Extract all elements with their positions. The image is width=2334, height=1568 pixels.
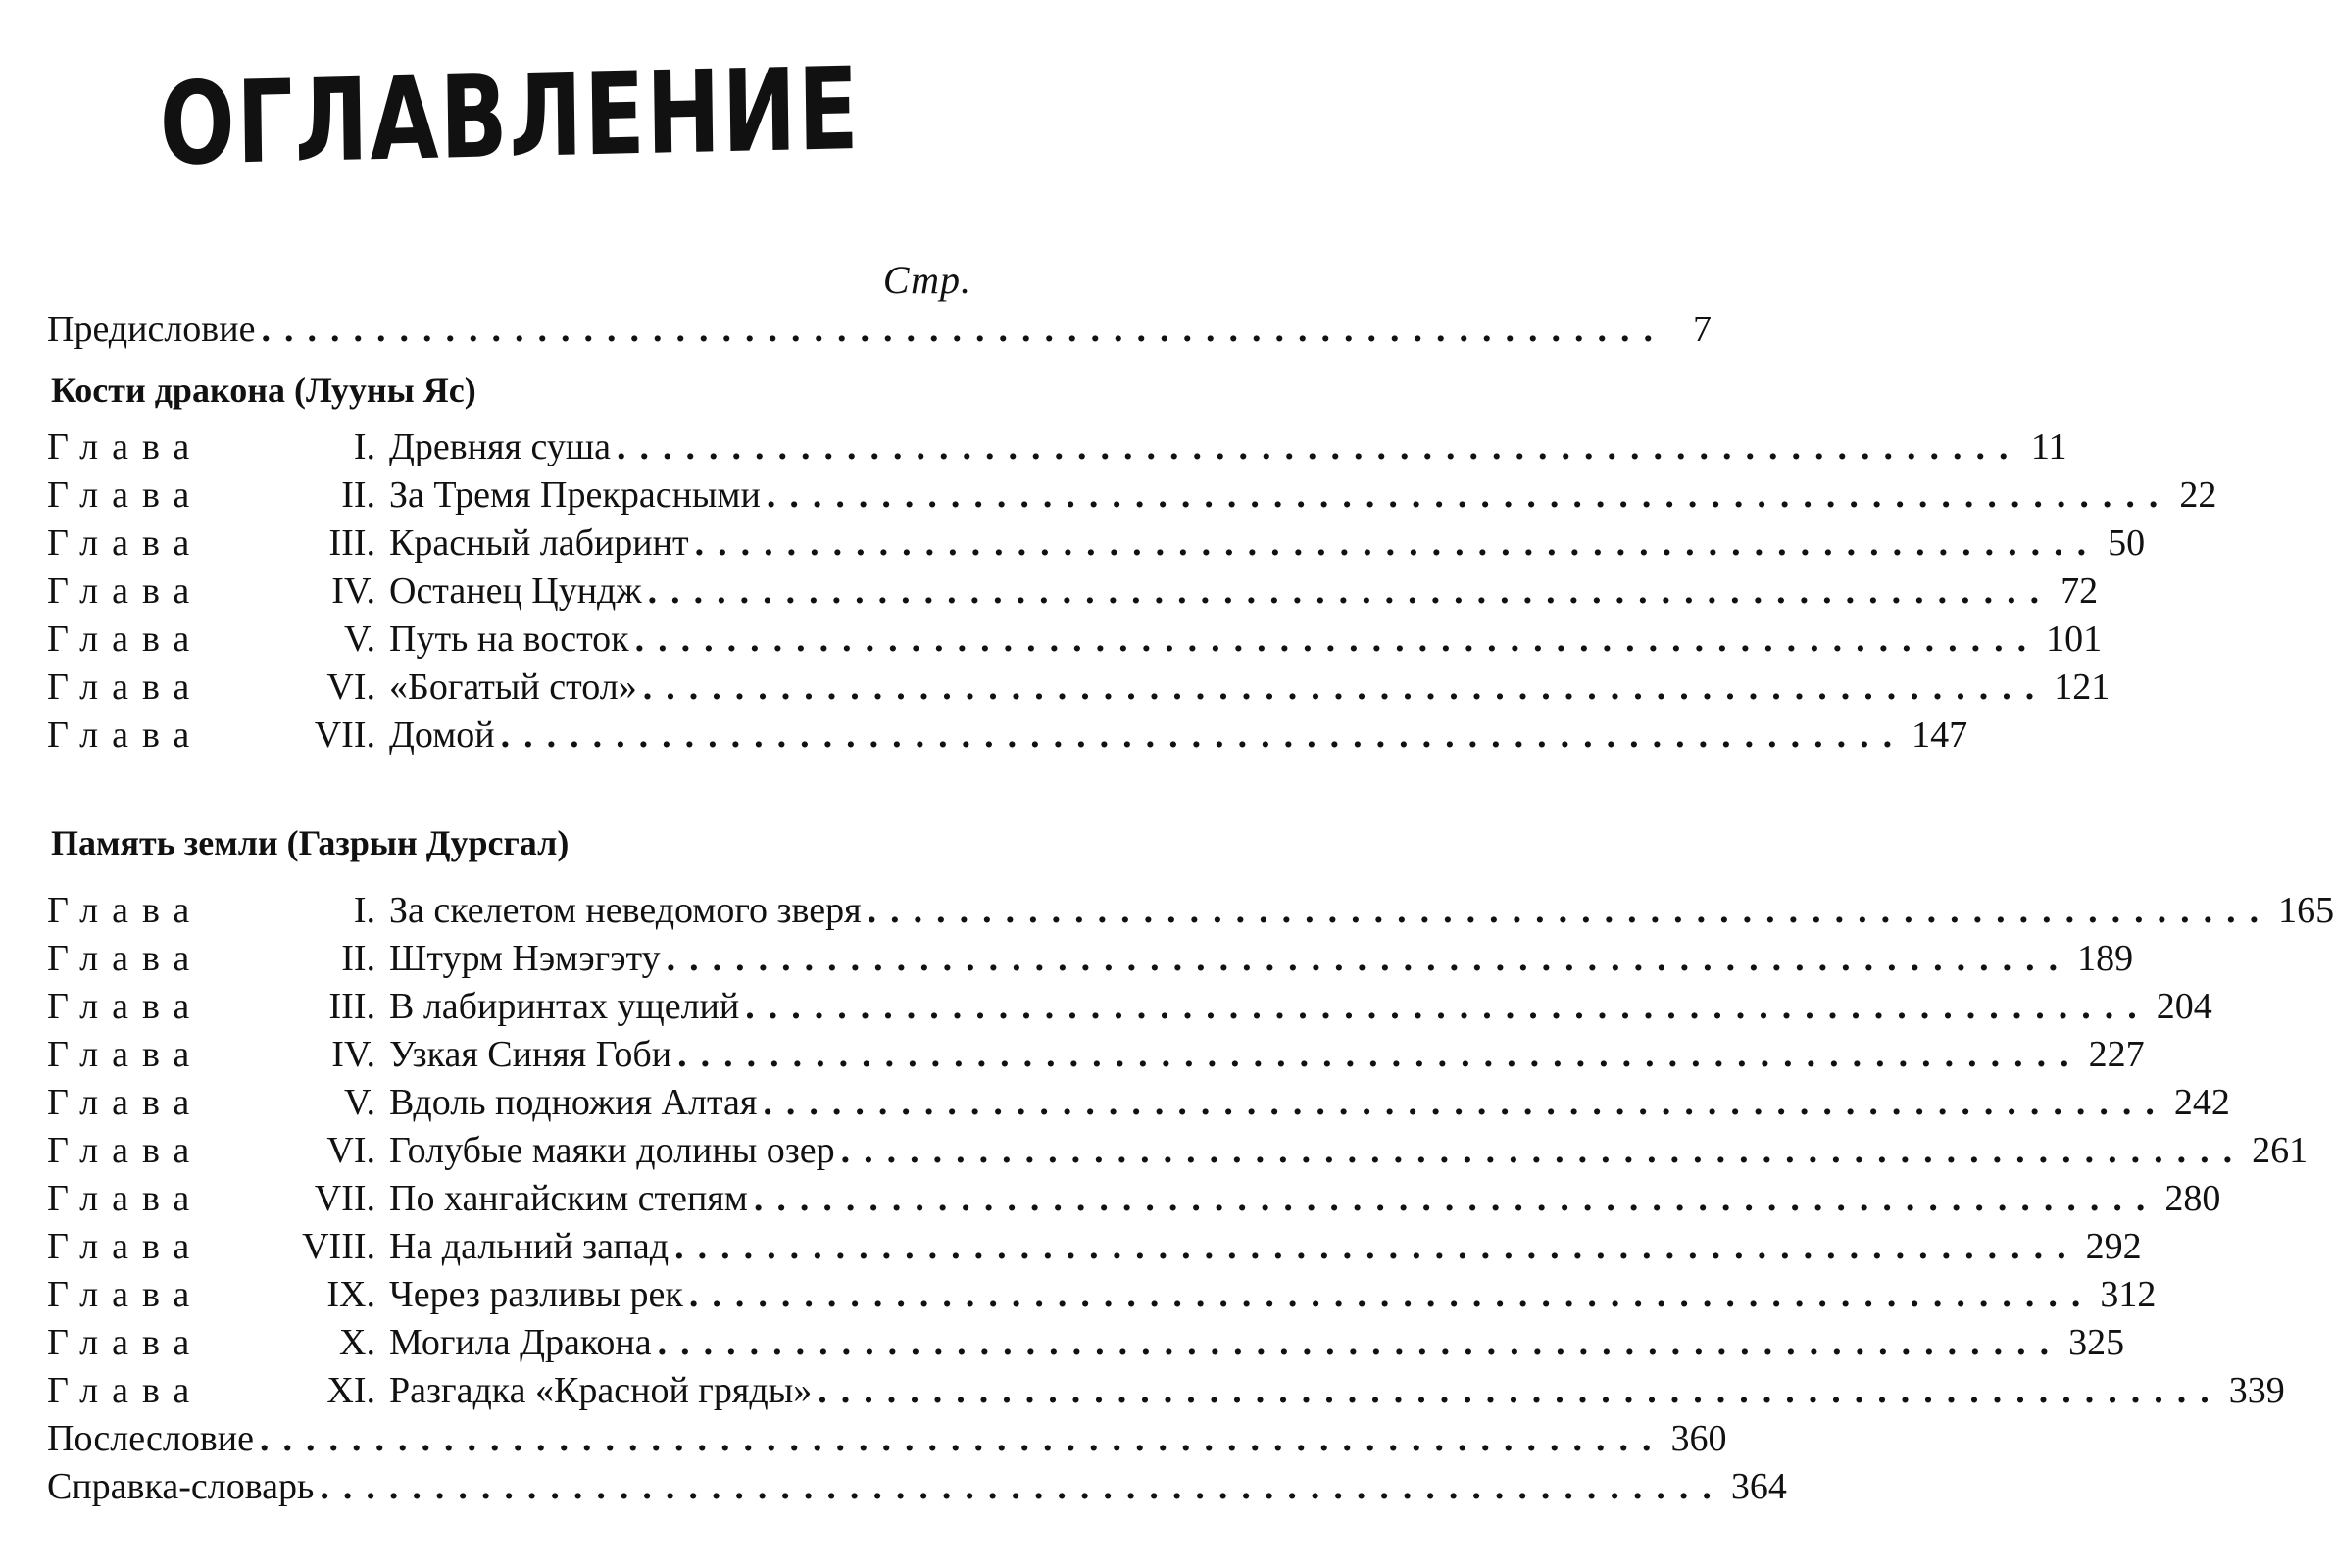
page-column-label: Стр. <box>882 258 971 302</box>
toc-entry-glossary <box>47 1463 1787 1510</box>
chapter-page-number: 22 <box>2179 474 2217 515</box>
chapter-word: Глава <box>47 474 204 515</box>
chapter-title: Путь на восток <box>389 618 629 660</box>
dot-leader: ............................................................. <box>647 570 2054 612</box>
chapter-number: V. <box>343 1082 375 1123</box>
toc-chapter-row <box>47 1271 2157 1318</box>
dot-leader: ............................................................. <box>677 1034 2083 1075</box>
chapter-word: Глава <box>47 1226 204 1267</box>
chapter-title: Голубые маяки долины озер <box>389 1130 835 1171</box>
chapter-title: Могила Дракона <box>389 1322 652 1363</box>
entry-page-number: 360 <box>1670 1418 1727 1459</box>
chapter-title: Разгадка «Красной гряды» <box>389 1370 813 1411</box>
chapter-word: Глава <box>47 1178 204 1219</box>
chapter-word: Глава <box>47 570 204 612</box>
chapter-page-number: 11 <box>2030 426 2067 467</box>
title-block <box>0 43 1020 191</box>
dot-leader: ............................................................. <box>840 1130 2247 1171</box>
chapter-title: Вдоль подножия Алтая <box>389 1082 758 1123</box>
chapter-number: IV. <box>331 570 375 612</box>
dot-leader: ............................................................. <box>745 986 2151 1027</box>
chapter-number: V. <box>343 618 375 660</box>
chapter-title: Домой <box>389 714 495 756</box>
chapter-title: По хангайским степям <box>389 1178 748 1219</box>
toc-chapter-row <box>47 1367 2285 1414</box>
chapter-word: Глава <box>47 714 204 756</box>
chapter-page-number: 242 <box>2173 1082 2230 1123</box>
chapter-page-number: 72 <box>2061 570 2099 612</box>
toc-chapter-row <box>47 1127 2309 1174</box>
dot-leader: ............................................................. <box>867 890 2273 931</box>
chapter-title: Узкая Синяя Гоби <box>389 1034 672 1075</box>
entry-label: Предисловие <box>47 309 256 350</box>
toc-chapter-row <box>47 519 2146 566</box>
chapter-page-number: 147 <box>1912 714 1968 756</box>
chapter-title: На дальний запад <box>389 1226 670 1267</box>
toc-chapter-row <box>47 1031 2145 1078</box>
chapter-number: VIII. <box>302 1226 375 1267</box>
toc-chapter-row <box>47 567 2099 614</box>
toc-chapter-row <box>47 887 2334 934</box>
chapter-title: Красный лабиринт <box>389 522 689 564</box>
chapter-number: IV. <box>331 1034 375 1075</box>
chapter-number: VII. <box>314 714 375 756</box>
dot-leader: ............................................................. <box>617 426 2022 467</box>
entry-page-number: 364 <box>1730 1466 1787 1507</box>
toc-chapter-row <box>47 983 2212 1030</box>
chapter-page-number: 204 <box>2156 986 2212 1027</box>
toc-chapter-row <box>47 1319 2125 1366</box>
chapter-page-number: 165 <box>2278 890 2334 931</box>
toc-chapter-row <box>47 935 2134 982</box>
chapter-number: I. <box>353 890 375 931</box>
dot-leader: ............................................................. <box>694 522 2101 564</box>
chapter-number: X. <box>339 1322 375 1363</box>
dot-leader: ............................................................. <box>674 1226 2080 1267</box>
chapter-title: Останец Цундж <box>389 570 642 612</box>
chapter-page-number: 189 <box>2077 938 2134 979</box>
chapter-number: VI. <box>326 666 375 708</box>
dot-leader: ............................................................. <box>320 1466 1725 1507</box>
chapter-word: Глава <box>47 666 204 708</box>
toc-chapter-row <box>47 663 2111 710</box>
chapter-title: «Богатый стол» <box>389 666 637 708</box>
toc-chapter-row <box>47 1079 2230 1126</box>
dot-leader: ............................................................. <box>763 1082 2168 1123</box>
toc-chapter-row <box>47 711 1968 759</box>
chapter-number: XI. <box>326 1370 375 1411</box>
dot-leader: ............................................................. <box>657 1322 2063 1363</box>
chapter-page-number: 227 <box>2088 1034 2145 1075</box>
chapter-page-number: 280 <box>2164 1178 2221 1219</box>
chapter-word: Глава <box>47 1370 204 1411</box>
dot-leader: ............................................................. <box>260 1418 1665 1459</box>
chapter-word: Глава <box>47 986 204 1027</box>
chapter-page-number: 292 <box>2085 1226 2142 1267</box>
chapter-number: IX. <box>326 1274 375 1315</box>
chapter-title: Через разливы рек <box>389 1274 683 1315</box>
chapter-title: За скелетом неведомого зверя <box>389 890 862 931</box>
chapter-title: Древняя суша <box>389 426 612 467</box>
toc-chapter-row <box>47 471 2217 518</box>
chapter-word: Глава <box>47 522 204 564</box>
chapter-word: Глава <box>47 890 204 931</box>
chapter-number: VII. <box>314 1178 375 1219</box>
chapter-page-number: 312 <box>2100 1274 2157 1315</box>
dot-leader: ............................................................. <box>642 666 2049 708</box>
toc-chapter-row <box>47 1223 2142 1270</box>
chapter-page-number: 101 <box>2046 618 2103 660</box>
chapter-page-number: 261 <box>2252 1130 2309 1171</box>
dot-leader: ............................................................. <box>753 1178 2160 1219</box>
dot-leader: ............................................................. <box>766 474 2172 515</box>
toc-chapter-row <box>47 615 2103 662</box>
chapter-title: За Тремя Прекрасными <box>389 474 761 515</box>
chapter-word: Глава <box>47 1082 204 1123</box>
dot-leader: ............................................................. <box>634 618 2041 660</box>
chapter-word: Глава <box>47 618 204 660</box>
chapter-page-number: 50 <box>2108 522 2146 564</box>
entry-label: Справка-словарь <box>47 1466 315 1507</box>
chapter-title: В лабиринтах ущелий <box>389 986 740 1027</box>
toc-chapter-row <box>47 1175 2221 1222</box>
dot-leader: ............................................................. <box>500 714 1907 756</box>
dot-leader: ............................................................. <box>666 938 2072 979</box>
chapter-word: Глава <box>47 1034 204 1075</box>
chapter-number: I. <box>353 426 375 467</box>
chapter-word: Глава <box>47 426 204 467</box>
chapter-page-number: 121 <box>2054 666 2111 708</box>
chapter-word: Глава <box>47 1130 204 1171</box>
entry-label: Послесловие <box>47 1418 255 1459</box>
chapter-page-number: 325 <box>2068 1322 2125 1363</box>
part-heading: Кости дракона (Лууны Яс) <box>51 370 476 410</box>
chapter-title: Штурм Нэмэгэту <box>389 938 661 979</box>
chapter-number: III. <box>328 522 375 564</box>
chapter-word: Глава <box>47 1274 204 1315</box>
page-title: ОГЛАВЛЕНИЕ <box>159 43 862 191</box>
part-heading: Память земли (Газрын Дурсгал) <box>51 823 570 862</box>
chapter-word: Глава <box>47 1322 204 1363</box>
chapter-number: III. <box>328 986 375 1027</box>
chapter-number: II. <box>341 938 375 979</box>
chapter-page-number: 339 <box>2228 1370 2285 1411</box>
dot-leader: ............................................................. <box>261 309 1666 350</box>
dot-leader: ............................................................. <box>818 1370 2223 1411</box>
toc-entry-preface <box>47 306 1712 353</box>
entry-page-number: 7 <box>1692 309 1712 350</box>
toc-chapter-row <box>47 423 2067 470</box>
toc-entry-afterword <box>47 1415 1727 1462</box>
chapter-number: VI. <box>326 1130 375 1171</box>
chapter-number: II. <box>341 474 375 515</box>
dot-leader: ............................................................. <box>688 1274 2095 1315</box>
chapter-word: Глава <box>47 938 204 979</box>
